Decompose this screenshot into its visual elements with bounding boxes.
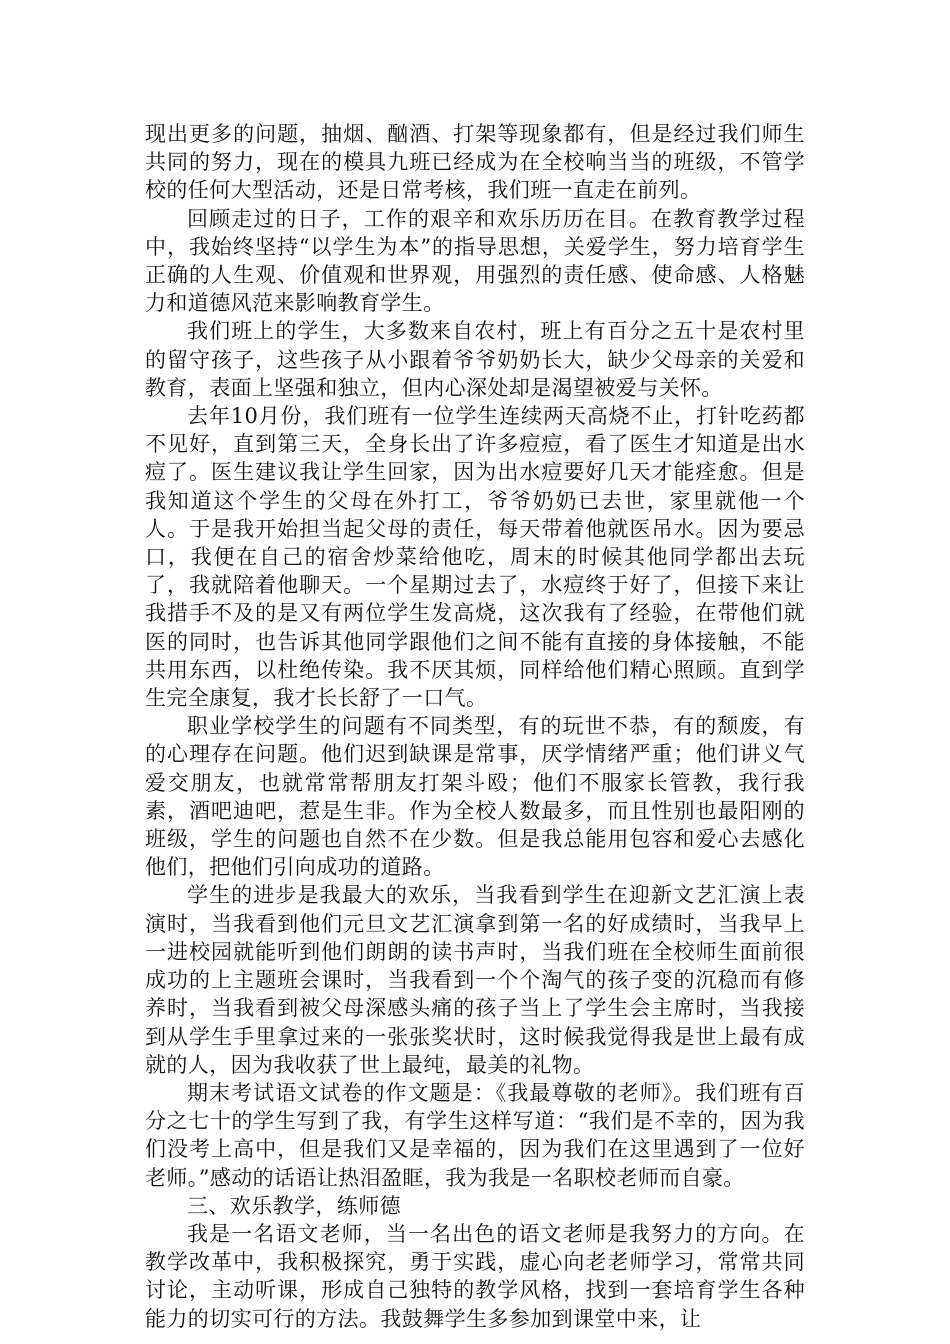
paragraph-student-progress: 学生的进步是我最大的欢乐，当我看到学生在迎新文艺汇演上表演时，当我看到他们元旦文艺汇演拿到第一名的好成绩时，当我早上一进校园就能听到他们朗朗的读书声时，当我们班在全校师生面前很成功的上主题班会课时，当我看到一个个淘气的孩子变的沉稳而有修养时，当我看到被父母深感头痛的孩子当上了学生会主席时，当我接到从学生手里拿过来的一张张奖状时，这时候我觉得我是世上最有成就的人，因为我收获了世上最纯，最美的礼物。 bbox=[145, 883, 805, 1077]
section-heading: 三、欢乐教学，练师德 bbox=[187, 1193, 401, 1218]
paragraph-continuation: 现出更多的问题，抽烟、酗酒、打架等现象都有，但是经过我们师生共同的努力，现在的模具九班已经成为在全校响当当的班级，不管学校的任何大型活动，还是日常考核，我们班一直走在前列。 bbox=[145, 122, 805, 203]
paragraph-rural-students: 我们班上的学生，大多数来自农村，班上有百分之五十是农村里的留守孩子，这些孩子从小跟着爷爷奶奶长大，缺少父母亲的关爱和教育，表面上坚强和独立，但内心深处却是渴望被爱与关怀。 bbox=[145, 319, 805, 400]
paragraph-exam-essay: 期末考试语文试卷的作文题是：《我最尊敬的老师》。我们班有百分之七十的学生写到了我，有学生这样写道：“我们是不幸的，因为我们没考上高中，但是我们又是幸福的，因为我们在这里遇到了一位好老师。”感动的话语让热泪盈眶，我为我是一名职校老师而自豪。 bbox=[145, 1080, 805, 1190]
paragraph-reflection: 回顾走过的日子，工作的艰辛和欢乐历历在目。在教育教学过程中，我始终坚持“以学生为本”的指导思想，关爱学生，努力培育学生正确的人生观、价值观和世界观，用强烈的责任感、使命感、人格魅力和道德风范来影响教育学生。 bbox=[145, 206, 805, 316]
paragraph-chinese-teacher: 我是一名语文老师，当一名出色的语文老师是我努力的方向。在教学改革中，我积极探究，勇于实践，虚心向老老师学习，常常共同讨论，主动听课，形成自己独特的教学风格，找到一套培育学生各种能力的切实可行的方法。我鼓舞学生多参加到课堂中来，让 bbox=[145, 1221, 805, 1331]
paragraph-chickenpox-story: 去年10月份，我们班有一位学生连续两天高烧不止，打针吃药都不见好，直到第三天，全身长出了许多痘痘，看了医生才知道是出水痘了。医生建议我让学生回家，因为出水痘要好几天才能痊愈。但是我知道这个学生的父母在外打工，爷爷奶奶已去世，家里就他一个人。于是我开始担当起父母的责任，每天带着他就医吊水。因为要忌口，我便在自己的宿舍炒菜给他吃，周末的时候其他同学都出去玩了，我就陪着他聊天。一个星期过去了，水痘终于好了，但接下来让我措手不及的是又有两位学生发高烧，这次我有了经验，在带他们就医的同时，也告诉其他同学跟他们之间不能有直接的身体接触，不能共用东西，以杜绝传染。我不厌其烦，同样给他们精心照顾。直到学生完全康复，我才长长舒了一口气。 bbox=[145, 404, 805, 711]
paragraph-student-problems: 职业学校学生的问题有不同类型，有的玩世不恭，有的颓废，有的心理存在问题。他们迟到缺课是常事，厌学情绪严重；他们讲义气爱交朋友，也就常常帮朋友打架斗殴；他们不服家长管教，我行我素，酒吧迪吧，惹是生非。作为全校人数最多，而且性别也最阳刚的班级，学生的问题也自然不在少数。但是我总能用包容和爱心去感化他们，把他们引向成功的道路。 bbox=[145, 714, 805, 880]
document-page bbox=[145, 120, 805, 1333]
